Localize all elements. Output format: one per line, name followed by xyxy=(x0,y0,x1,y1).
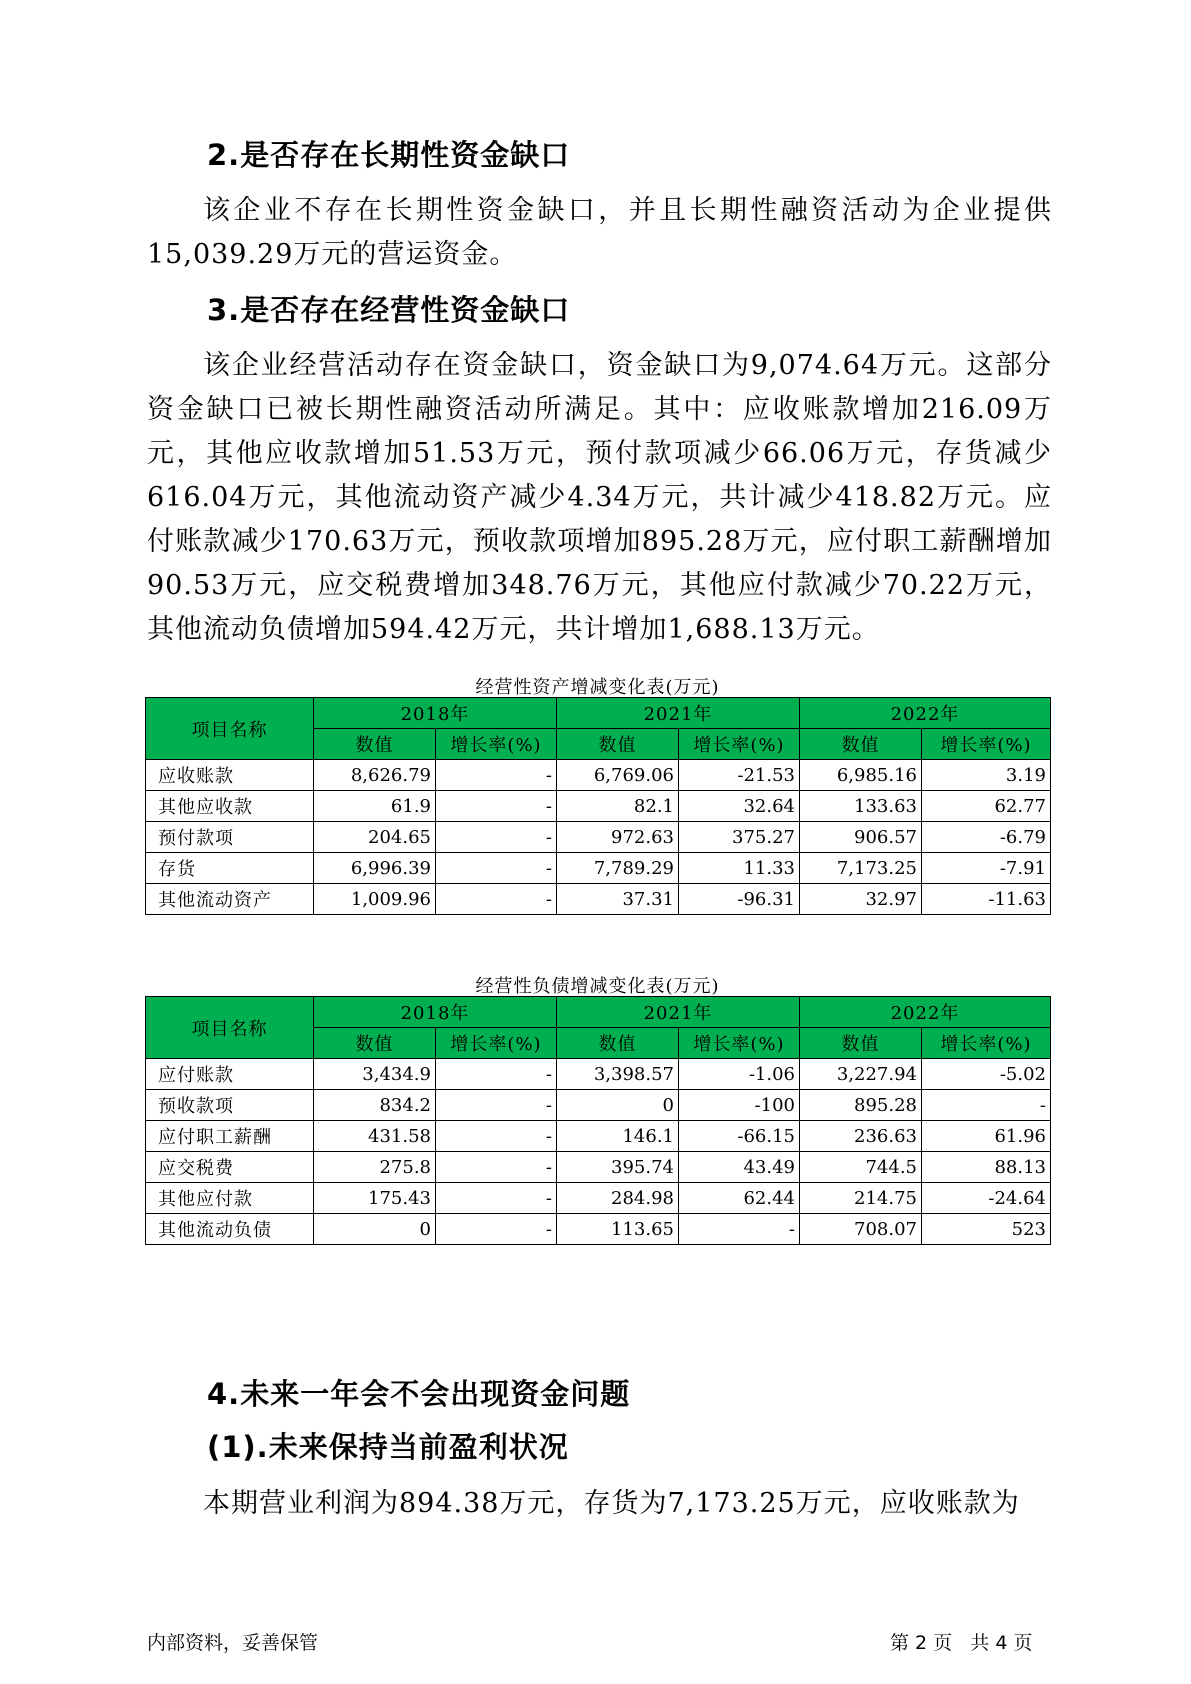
value-cell: 3,398.57 xyxy=(557,1059,679,1090)
section-paragraph-4 xyxy=(147,1482,1052,1526)
growth-rate-cell: -24.64 xyxy=(922,1183,1051,1214)
assets-table-caption: 经营性资产增减变化表(万元) xyxy=(475,677,720,698)
row-item-name: 其他应收款 xyxy=(146,791,314,822)
growth-rate-cell: 43.49 xyxy=(679,1152,800,1183)
value-cell: 708.07 xyxy=(800,1214,922,1245)
growth-rate-cell: -5.02 xyxy=(922,1059,1051,1090)
rate-header: 增长率(%) xyxy=(679,1028,800,1059)
row-item-name: 预收款项 xyxy=(146,1090,314,1121)
value-cell: 0 xyxy=(557,1090,679,1121)
growth-rate-cell: - xyxy=(436,1152,557,1183)
row-item-name: 其他应付款 xyxy=(146,1183,314,1214)
growth-rate-cell: -21.53 xyxy=(679,760,800,791)
value-cell: 214.75 xyxy=(800,1183,922,1214)
paragraph-text: 该企业经营活动存在资金缺口，资金缺口为9,074.64万元。这部分资金缺口已被长期性融资活动所满足。其中：应收账款增加216.09万元，其他应收款增加51.53万元，预付款项减少66.06万元，存货减少616.04万元，其他流动资产减少4.34万元，共计减少418.82万元。应付账款减少170.63万元，预收款项增加895.28万元，应付职工薪酬增加90.53万元，应交税费增加348.76万元，其他应付款减少70.22万元，其他流动负债增加594.42万元，共计增加1,688.13万元。 xyxy=(147,350,1052,645)
footer-page-number: 第 2 页 共 4 页 xyxy=(890,1632,1033,1654)
value-cell: 906.57 xyxy=(800,822,922,853)
row-item-name: 其他流动资产 xyxy=(146,884,314,915)
paragraph-text: 该企业不存在长期性资金缺口，并且长期性融资活动为企业提供15,039.29万元的营运资金。 xyxy=(147,195,1052,270)
row-item-name: 应付账款 xyxy=(146,1059,314,1090)
table-row xyxy=(146,1152,1051,1183)
growth-rate-cell: - xyxy=(436,760,557,791)
value-cell: 37.31 xyxy=(557,884,679,915)
rate-header: 增长率(%) xyxy=(436,1028,557,1059)
rate-header: 增长率(%) xyxy=(922,1028,1051,1059)
table-row xyxy=(146,884,1051,915)
value-cell: 3,434.9 xyxy=(314,1059,436,1090)
growth-rate-cell: -96.31 xyxy=(679,884,800,915)
liabilities-table xyxy=(145,996,1051,1245)
value-header: 数值 xyxy=(314,729,436,760)
liabilities-table-body xyxy=(146,1059,1051,1245)
table-row xyxy=(146,760,1051,791)
value-cell: 175.43 xyxy=(314,1183,436,1214)
assets-table xyxy=(145,697,1051,915)
row-item-name: 存货 xyxy=(146,853,314,884)
value-cell: 895.28 xyxy=(800,1090,922,1121)
growth-rate-cell: 11.33 xyxy=(679,853,800,884)
item-name-header: 项目名称 xyxy=(146,997,314,1059)
value-cell: 82.1 xyxy=(557,791,679,822)
value-cell: 6,996.39 xyxy=(314,853,436,884)
value-cell: 972.63 xyxy=(557,822,679,853)
section-paragraph-3 xyxy=(147,344,1052,652)
liabilities-table-caption: 经营性负债增减变化表(万元) xyxy=(475,976,720,997)
value-cell: 204.65 xyxy=(314,822,436,853)
growth-rate-cell: -1.06 xyxy=(679,1059,800,1090)
table-row xyxy=(146,1183,1051,1214)
value-cell: 113.65 xyxy=(557,1214,679,1245)
paragraph-text: 本期营业利润为894.38万元，存货为7,173.25万元，应收账款为 xyxy=(203,1488,1020,1519)
growth-rate-cell: -6.79 xyxy=(922,822,1051,853)
section-heading-2: 2.是否存在长期性资金缺口 xyxy=(207,138,571,172)
rate-header: 增长率(%) xyxy=(922,729,1051,760)
year-header: 2018年 xyxy=(314,997,557,1028)
growth-rate-cell: -66.15 xyxy=(679,1121,800,1152)
value-cell: 431.58 xyxy=(314,1121,436,1152)
growth-rate-cell: - xyxy=(436,822,557,853)
value-cell: 32.97 xyxy=(800,884,922,915)
value-cell: 275.8 xyxy=(314,1152,436,1183)
value-cell: 7,173.25 xyxy=(800,853,922,884)
row-item-name: 应收账款 xyxy=(146,760,314,791)
assets-table-body xyxy=(146,760,1051,915)
growth-rate-cell: 375.27 xyxy=(679,822,800,853)
year-header: 2021年 xyxy=(557,997,800,1028)
growth-rate-cell: - xyxy=(922,1090,1051,1121)
section-paragraph-2 xyxy=(147,189,1052,277)
growth-rate-cell: 88.13 xyxy=(922,1152,1051,1183)
value-header: 数值 xyxy=(557,1028,679,1059)
value-header: 数值 xyxy=(800,1028,922,1059)
table-row xyxy=(146,1059,1051,1090)
growth-rate-cell: 62.77 xyxy=(922,791,1051,822)
growth-rate-cell: 3.19 xyxy=(922,760,1051,791)
table-row xyxy=(146,853,1051,884)
table-row xyxy=(146,1121,1051,1152)
section-heading-4: 4.未来一年会不会出现资金问题 xyxy=(207,1377,631,1411)
year-header: 2018年 xyxy=(314,698,557,729)
growth-rate-cell: - xyxy=(436,791,557,822)
value-cell: 236.63 xyxy=(800,1121,922,1152)
growth-rate-cell: 523 xyxy=(922,1214,1051,1245)
growth-rate-cell: - xyxy=(436,884,557,915)
section-heading-3: 3.是否存在经营性资金缺口 xyxy=(207,293,571,327)
growth-rate-cell: - xyxy=(436,1090,557,1121)
year-header: 2021年 xyxy=(557,698,800,729)
value-cell: 3,227.94 xyxy=(800,1059,922,1090)
table-row xyxy=(146,791,1051,822)
value-cell: 61.9 xyxy=(314,791,436,822)
value-cell: 395.74 xyxy=(557,1152,679,1183)
value-cell: 284.98 xyxy=(557,1183,679,1214)
item-name-header: 项目名称 xyxy=(146,698,314,760)
year-header: 2022年 xyxy=(800,997,1051,1028)
row-item-name: 预付款项 xyxy=(146,822,314,853)
value-cell: 8,626.79 xyxy=(314,760,436,791)
growth-rate-cell: - xyxy=(436,1121,557,1152)
table-header-row xyxy=(146,997,1051,1028)
growth-rate-cell: - xyxy=(436,1183,557,1214)
value-header: 数值 xyxy=(557,729,679,760)
value-cell: 1,009.96 xyxy=(314,884,436,915)
table-row xyxy=(146,822,1051,853)
footer-confidential-note: 内部资料，妥善保管 xyxy=(147,1632,319,1654)
value-cell: 7,789.29 xyxy=(557,853,679,884)
value-cell: 6,769.06 xyxy=(557,760,679,791)
year-header: 2022年 xyxy=(800,698,1051,729)
growth-rate-cell: -100 xyxy=(679,1090,800,1121)
value-cell: 0 xyxy=(314,1214,436,1245)
table-header-row xyxy=(146,698,1051,729)
growth-rate-cell: -7.91 xyxy=(922,853,1051,884)
growth-rate-cell: 61.96 xyxy=(922,1121,1051,1152)
value-cell: 834.2 xyxy=(314,1090,436,1121)
row-item-name: 其他流动负债 xyxy=(146,1214,314,1245)
rate-header: 增长率(%) xyxy=(679,729,800,760)
value-header: 数值 xyxy=(800,729,922,760)
rate-header: 增长率(%) xyxy=(436,729,557,760)
value-cell: 6,985.16 xyxy=(800,760,922,791)
growth-rate-cell: 32.64 xyxy=(679,791,800,822)
value-cell: 744.5 xyxy=(800,1152,922,1183)
row-item-name: 应交税费 xyxy=(146,1152,314,1183)
row-item-name: 应付职工薪酬 xyxy=(146,1121,314,1152)
value-cell: 146.1 xyxy=(557,1121,679,1152)
growth-rate-cell: - xyxy=(436,1059,557,1090)
growth-rate-cell: - xyxy=(679,1214,800,1245)
table-row xyxy=(146,1214,1051,1245)
growth-rate-cell: -11.63 xyxy=(922,884,1051,915)
subsection-heading-4-1: (1).未来保持当前盈利状况 xyxy=(207,1430,569,1464)
growth-rate-cell: - xyxy=(436,1214,557,1245)
table-row xyxy=(146,1090,1051,1121)
value-cell: 133.63 xyxy=(800,791,922,822)
growth-rate-cell: 62.44 xyxy=(679,1183,800,1214)
value-header: 数值 xyxy=(314,1028,436,1059)
growth-rate-cell: - xyxy=(436,853,557,884)
